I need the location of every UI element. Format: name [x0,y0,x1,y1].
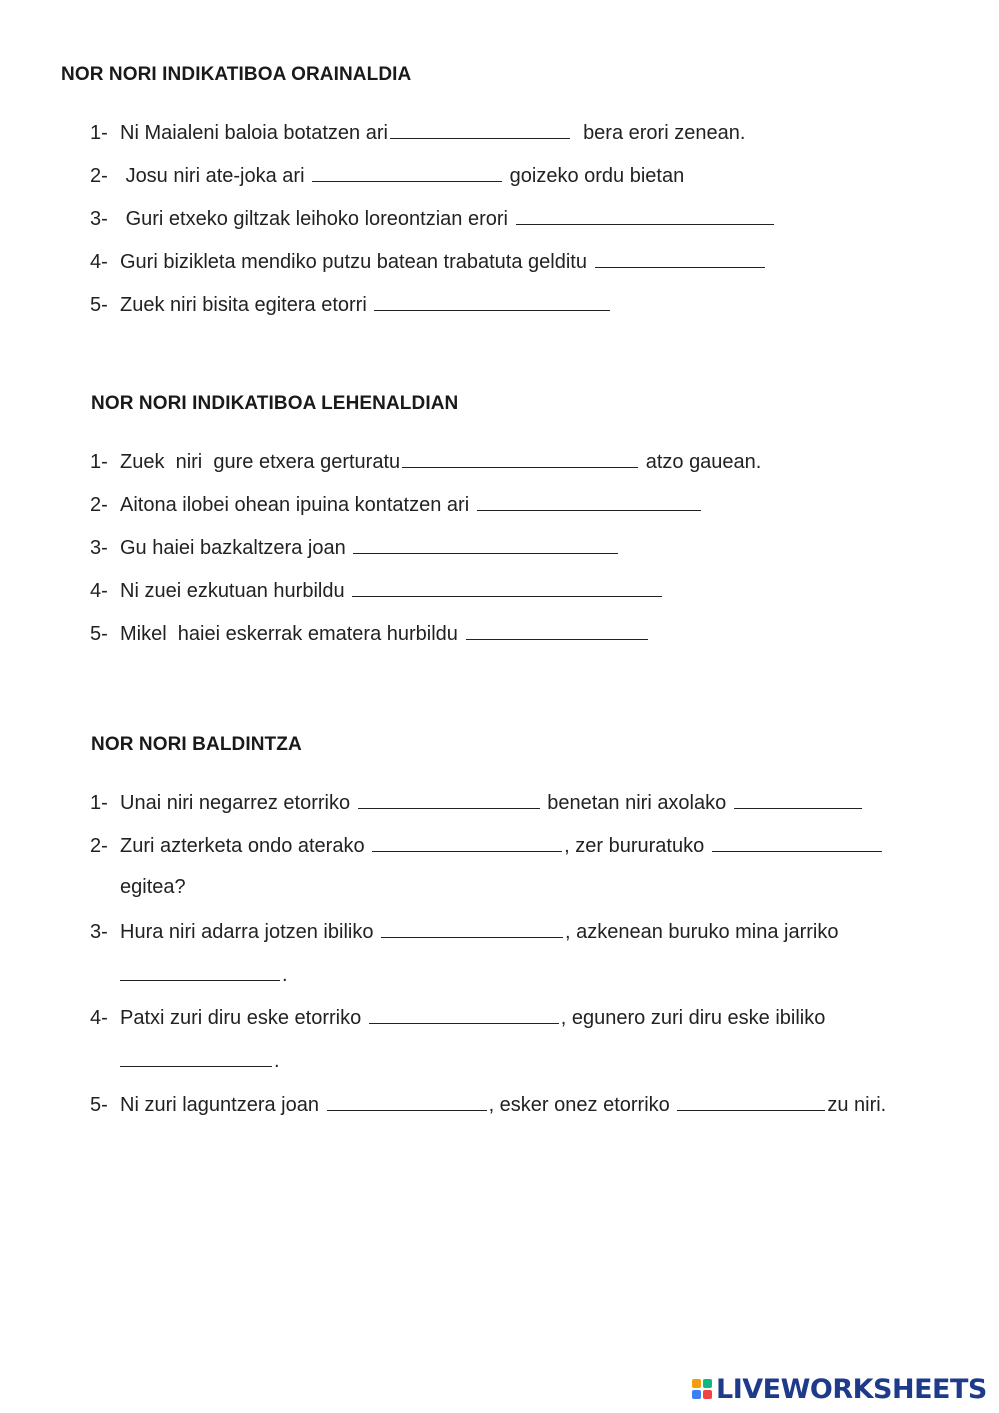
exercise-1-1 [90,120,745,145]
item-number: 3- [90,537,108,559]
answer-blank[interactable] [677,1092,825,1111]
answer-blank[interactable] [120,962,280,981]
exercise-3-4-continuation [120,1048,280,1073]
item-text-after: benetan niri axolako [547,792,727,814]
item-number: 3- [90,921,108,943]
exercise-1-4 [90,249,767,274]
answer-blank[interactable] [381,919,563,938]
item-text-after: , azkenean buruko mina jarriko [565,921,839,943]
exercise-1-5 [90,292,612,317]
item-text-after: , esker onez etorriko [488,1094,670,1116]
item-text-after: atzo gauean. [645,451,762,473]
answer-blank[interactable] [369,1005,559,1024]
exercise-3-1 [90,790,864,815]
exercise-2-1 [90,449,761,474]
exercise-3-3-continuation [120,962,288,987]
item-text: Ni zuei ezkutuan hurbildu [120,580,345,602]
item-text-after: , zer bururatuko [564,835,705,857]
answer-blank[interactable] [374,292,610,311]
item-text: Zuek niri gure etxera gerturatu [120,451,401,473]
item-text: Gu haiei bazkaltzera joan [120,537,346,559]
answer-blank[interactable] [402,449,638,468]
item-text: Josu niri ate-joka ari [125,165,305,187]
item-text: Zuri azterketa ondo aterako [120,835,365,857]
item-text: Zuek niri bisita egitera etorri [120,294,367,316]
item-text: Unai niri negarrez etorriko [120,792,351,814]
item-text: Ni zuri laguntzera joan [120,1094,319,1116]
item-text-end: zu niri. [827,1094,887,1116]
item-text-after: , egunero zuri diru eske ibiliko [560,1007,826,1029]
item-text: Guri etxeko giltzak leihoko loreontzian erori [125,208,508,230]
answer-blank[interactable] [595,249,765,268]
answer-blank[interactable] [712,833,882,852]
answer-blank[interactable] [353,535,618,554]
item-text-after: bera erori zenean. [583,122,746,144]
item-number: 5- [90,1094,108,1116]
section-title-baldintza: NOR NORI BALDINTZA [91,734,302,755]
exercise-2-4 [90,578,664,603]
answer-blank[interactable] [312,163,502,182]
item-number: 2- [90,165,108,187]
section-title-lehenaldian: NOR NORI INDIKATIBOA LEHENALDIAN [91,393,459,414]
answer-blank[interactable] [352,578,662,597]
exercise-3-2-continuation: egitea? [120,876,186,898]
item-text: Hura niri adarra jotzen ibiliko [120,921,374,943]
exercise-3-5 [90,1092,886,1117]
answer-blank[interactable] [358,790,540,809]
item-text: Aitona ilobei ohean ipuina kontatzen ari [120,494,470,516]
logo-text: LIVEWORKSHEETS [716,1373,987,1405]
liveworksheets-logo-icon [692,1379,712,1399]
exercise-3-4 [90,1005,825,1030]
exercise-2-5 [90,621,650,646]
item-number: 5- [90,623,108,645]
exercise-1-3 [90,206,776,231]
answer-blank[interactable] [734,790,862,809]
item-number: 4- [90,1007,108,1029]
exercise-2-3 [90,535,620,560]
answer-blank[interactable] [516,206,774,225]
item-number: 1- [90,792,108,814]
item-text: Ni Maialeni baloia botatzen ari [120,122,388,144]
item-number: 5- [90,294,108,316]
item-text: Guri bizikleta mendiko putzu batean trabatuta gelditu [120,251,587,273]
item-text: Patxi zuri diru eske etorriko [120,1007,362,1029]
liveworksheets-logo[interactable] [692,1374,987,1404]
item-number: 1- [90,451,108,473]
item-text-after: goizeko ordu bietan [509,165,685,187]
item-text: Mikel haiei eskerrak ematera hurbildu [120,623,458,645]
section-title-orainaldia: NOR NORI INDIKATIBOA ORAINALDIA [61,64,412,85]
exercise-3-3 [90,919,839,944]
item-number: 2- [90,835,108,857]
exercise-3-2 [90,833,884,858]
exercise-1-2 [90,163,684,188]
answer-blank[interactable] [120,1048,272,1067]
item-number: 4- [90,251,108,273]
exercise-2-2 [90,492,703,517]
answer-blank[interactable] [372,833,562,852]
item-number: 1- [90,122,108,144]
item-number: 2- [90,494,108,516]
item-number: 3- [90,208,108,230]
answer-blank[interactable] [477,492,701,511]
answer-blank[interactable] [327,1092,487,1111]
item-number: 4- [90,580,108,602]
answer-blank[interactable] [466,621,648,640]
item-text-end: . [282,964,288,986]
item-text-end: . [274,1050,280,1072]
answer-blank[interactable] [390,120,570,139]
